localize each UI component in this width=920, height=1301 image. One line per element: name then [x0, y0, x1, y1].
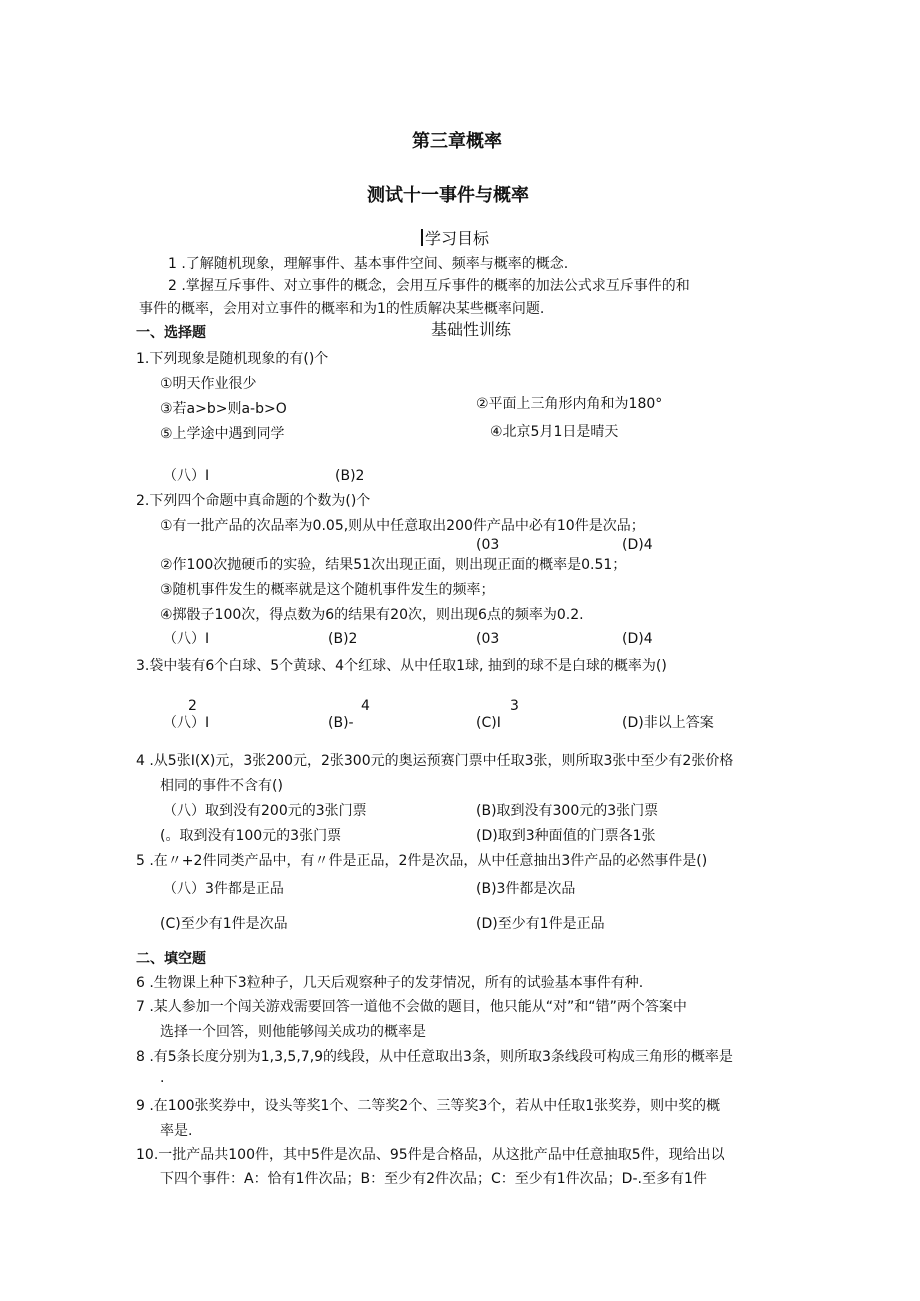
section-1-label: 一、选择题 [136, 325, 206, 341]
objective-1: 1 .了解随机现象，理解事件、基本事件空间、频率与概率的概念. [168, 256, 569, 272]
q3-choice-a: （八）I [163, 715, 210, 731]
section-1-subheading: 基础性训练 [431, 320, 512, 339]
q5-choice-b: (B)3件都是次品 [476, 881, 576, 897]
q4-choice-b: (B)取到没有300元的3张门票 [476, 803, 659, 819]
q2-stray-choice-c: (03 [476, 537, 500, 553]
q2-choice-d: (D)4 [622, 631, 653, 647]
q8-line1: 8 .有5条长度分别为1,3,5,7,9的线段，从中任意取出3条，则所取3条线段可构成三角形的概率是 [136, 1049, 733, 1065]
q9-line2: 率是. [160, 1123, 193, 1139]
objective-2-line2: 事件的概率，会用对立事件的概率和为1的性质解决某些概率问题. [139, 301, 545, 317]
q4-line1: 4 .从5张I(X)元，3张200元，2张300元的奥运预赛门票中任取3张，则所取3张中至少有2张价格 [136, 753, 734, 769]
q3-fraction-a: 2 [188, 698, 197, 714]
q3-stem: 3.袋中装有6个白球、5个黄球、4个红球、从中任取1球, 抽到的球不是白球的概率为() [136, 658, 667, 674]
q2-statement-1: ①有一批产品的次品率为0.05,则从中任意取出200件产品中必有10件是次品； [160, 518, 645, 534]
q8-line2: . [160, 1070, 165, 1086]
q1-option-1: ①明天作业很少 [160, 376, 257, 392]
q1-option-3: ③若a>b>则a-b>O [160, 401, 287, 417]
q4-choice-d: (D)取到3种面值的门票各1张 [476, 828, 656, 844]
objectives-heading [421, 229, 489, 248]
q7-line2: 选择一个回答，则他能够闯关成功的概率是 [160, 1024, 426, 1040]
q10-line2: 下四个事件：A：恰有1件次品；B：至少有2件次品；C：至少有1件次品；D-.至多有1件 [160, 1171, 707, 1187]
q5-stem: 5 .在〃+2件同类产品中，有〃件是正品，2件是次品，从中任意抽出3件产品的必然事件是() [136, 853, 708, 869]
q4-choice-a: （八）取到没有200元的3张门票 [163, 803, 367, 819]
q10-line1: 10.一批产品共100件，其中5件是次品、95件是合格品，从这批产品中任意抽取5件，现给出以 [136, 1147, 725, 1163]
q2-statement-3: ③随机事件发生的概率就是这个随机事件发生的频率； [160, 582, 495, 598]
q2-stray-choice-d: (D)4 [622, 537, 653, 553]
q1-choice-b: (B)2 [335, 468, 365, 484]
q2-choice-b: (B)2 [328, 631, 358, 647]
q1-choice-a: （八）I [163, 468, 210, 484]
q3-choice-c: (C)I [476, 715, 501, 731]
q5-choice-a: （八）3件都是正品 [163, 881, 284, 897]
q3-fraction-c: 3 [510, 698, 519, 714]
q2-stem: 2.下列四个命题中真命题的个数为()个 [136, 493, 371, 509]
objectives-heading-text: 学习目标 [425, 229, 490, 248]
q3-choice-d: (D)非以上答案 [622, 715, 714, 731]
test-title: 测试十一事件与概率 [367, 185, 529, 206]
q5-choice-c: (C)至少有1件是次品 [160, 916, 288, 932]
q4-choice-c: (。取到没有100元的3张门票 [160, 828, 342, 844]
heading-bar [421, 229, 423, 246]
q6: 6 .生物课上种下3粒种子，几天后观察种子的发芽情况，所有的试验基本事件有种. [136, 975, 644, 991]
q1-option-4: ④北京5月1日是晴天 [490, 424, 619, 440]
q3-fraction-b: 4 [361, 698, 370, 714]
q2-choice-c: (03 [476, 631, 500, 647]
section-2-label: 二、填空题 [136, 951, 206, 967]
q2-choice-a: （八）I [163, 631, 210, 647]
q9-line1: 9 .在100张奖券中，设头等奖1个、二等奖2个、三等奖3个，若从中任取1张奖券，则中奖的概 [136, 1098, 721, 1114]
q2-statement-4: ④掷骰子100次，得点数为6的结果有20次，则出现6点的频率为0.2. [160, 607, 584, 623]
objective-2-line1: 2 .掌握互斥事件、对立事件的概念，会用互斥事件的概率的加法公式求互斥事件的和 [168, 278, 690, 294]
q5-choice-d: (D)至少有1件是正品 [476, 916, 605, 932]
q1-option-5: ⑤上学途中遇到同学 [160, 426, 285, 442]
chapter-title: 第三章概率 [412, 131, 502, 152]
q4-line2: 相同的事件不含有() [160, 778, 283, 794]
q7-line1: 7 .某人参加一个闯关游戏需要回答一道他不会做的题目，他只能从“对”和“错”两个答案中 [136, 999, 687, 1015]
q2-statement-2: ②作100次抛硬币的实验，结果51次出现正面，则出现正面的概率是0.51； [160, 557, 627, 573]
q1-stem: 1.下列现象是随机现象的有()个 [136, 351, 329, 367]
q3-choice-b: (B)- [328, 715, 354, 731]
q1-option-2: ②平面上三角形内角和为180° [476, 396, 663, 412]
